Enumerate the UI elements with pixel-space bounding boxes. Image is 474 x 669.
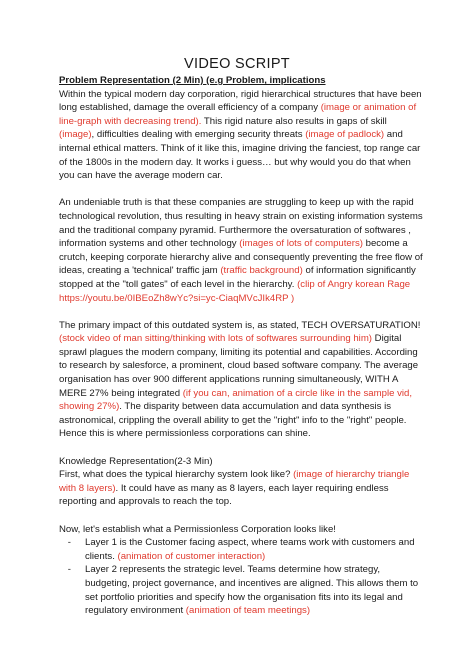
script-text: . It could have as many as 8 layers, each layer requiring endless reporting and approvals to reach the top. (59, 482, 389, 508)
script-text: of information significantly stopped at the "toll gates" of each level in the hierarchy. (59, 265, 416, 290)
media-annotation: (image of padlock) (305, 129, 385, 141)
script-text: become a crutch, keeping corporate hierarchy alive and consequently preventing the free flow of ideas, creating a 'technical' traffic jam (59, 238, 423, 277)
media-annotation: (image) (59, 129, 92, 141)
script-text: Digital sprawl plagues the modern company, limiting its potential and capabilities. According to research by salesforce, a prominent, cloud based software company. The average organisation has over 900 different applications running simultaneously, WITH A MERE 27% being integrated (59, 333, 419, 399)
list-dash: - (67, 537, 71, 549)
script-text: and internal ethical matters. Think of it like this, imagine driving the fanciest, top range car of the 1800s in the modern day. It works i guess… but why would you do that when you can have the average modern car. (59, 129, 421, 182)
script-text: An undeniable truth is that these companies are struggling to keep up with the rapid technological revolution, thus resulting in heavy strain on existing information systems and the traditional company pyramid. Furthermore the oversaturation of softwares , information systems and other technology (59, 197, 423, 250)
script-text: The primary impact of this outdated system is, as stated, TECH OVERSATURATION! (59, 319, 421, 331)
script-text: , difficulties dealing with emerging security threats (91, 129, 306, 141)
list-item (59, 563, 423, 617)
script-text: Layer 2 represents the strategic level. Teams determine how strategy, budgeting, project governance, and incentives are aligned. This allows them to set portfolio priorities and specify how the organisation fits into its legal and regulatory environment (85, 564, 419, 617)
list-dash: - (67, 564, 71, 576)
section-heading-knowledge: Knowledge Representation(2-3 Min) (59, 455, 213, 467)
list-item (59, 536, 423, 563)
paragraph (59, 319, 423, 441)
script-text: . The disparity between data accumulation and data synthesis is astronomical, crippling the overall ability to get the "right" info to the "right" people. Hence this is where permissionless corporations can shine. (59, 401, 407, 440)
paragraph (59, 196, 423, 305)
script-text: This rigid nature also results in gaps of skill (201, 115, 387, 127)
media-annotation: (traffic background) (220, 265, 303, 277)
media-annotation: (stock video of man sitting/thinking with lots of softwares surrounding him) (59, 333, 373, 345)
section-heading-problem: Problem Representation (2 Min) (e.g Problem, implications (59, 75, 326, 86)
media-annotation: (image of hierarchy triangle with 8 layers) (59, 469, 410, 494)
media-annotation: (clip of Angry korean Rage https://youtu.be/0IBEoZh8wYc?si=yc-CiaqMVcJIk4RP ) (59, 278, 411, 304)
paragraph (59, 523, 423, 537)
script-text: Now, let's establish what a Permissionless Corporation looks like! (59, 523, 336, 535)
paragraph (59, 468, 423, 509)
document-title: VIDEO SCRIPT (184, 56, 290, 72)
paragraph-spacer (59, 509, 423, 523)
layer-list (59, 536, 423, 618)
paragraph-spacer (59, 441, 423, 455)
media-annotation: (image or animation of line-graph with decreasing trend). (59, 102, 417, 127)
list-item-text (85, 564, 418, 616)
script-text: Layer 1 is the Customer facing aspect, where teams work with customers and clients. (85, 537, 415, 562)
paragraph (59, 88, 423, 183)
media-annotation: (animation of customer interaction) (117, 550, 266, 562)
document-body (59, 74, 423, 618)
script-text: First, what does the typical hierarchy system look like? (59, 469, 294, 481)
media-annotation: (images of lots of computers) (239, 238, 363, 250)
script-text: Within the typical modern day corporation, rigid hierarchical structures that have been long established, damage the overall efficiency of a company (59, 88, 422, 114)
list-item-text (85, 537, 415, 562)
paragraph-spacer (59, 305, 423, 319)
media-annotation: (animation of team meetings) (185, 605, 311, 617)
media-annotation: (if you can, animation of a circle like in the sample vid, showing 27%) (59, 387, 413, 413)
paragraph-spacer (59, 183, 423, 197)
